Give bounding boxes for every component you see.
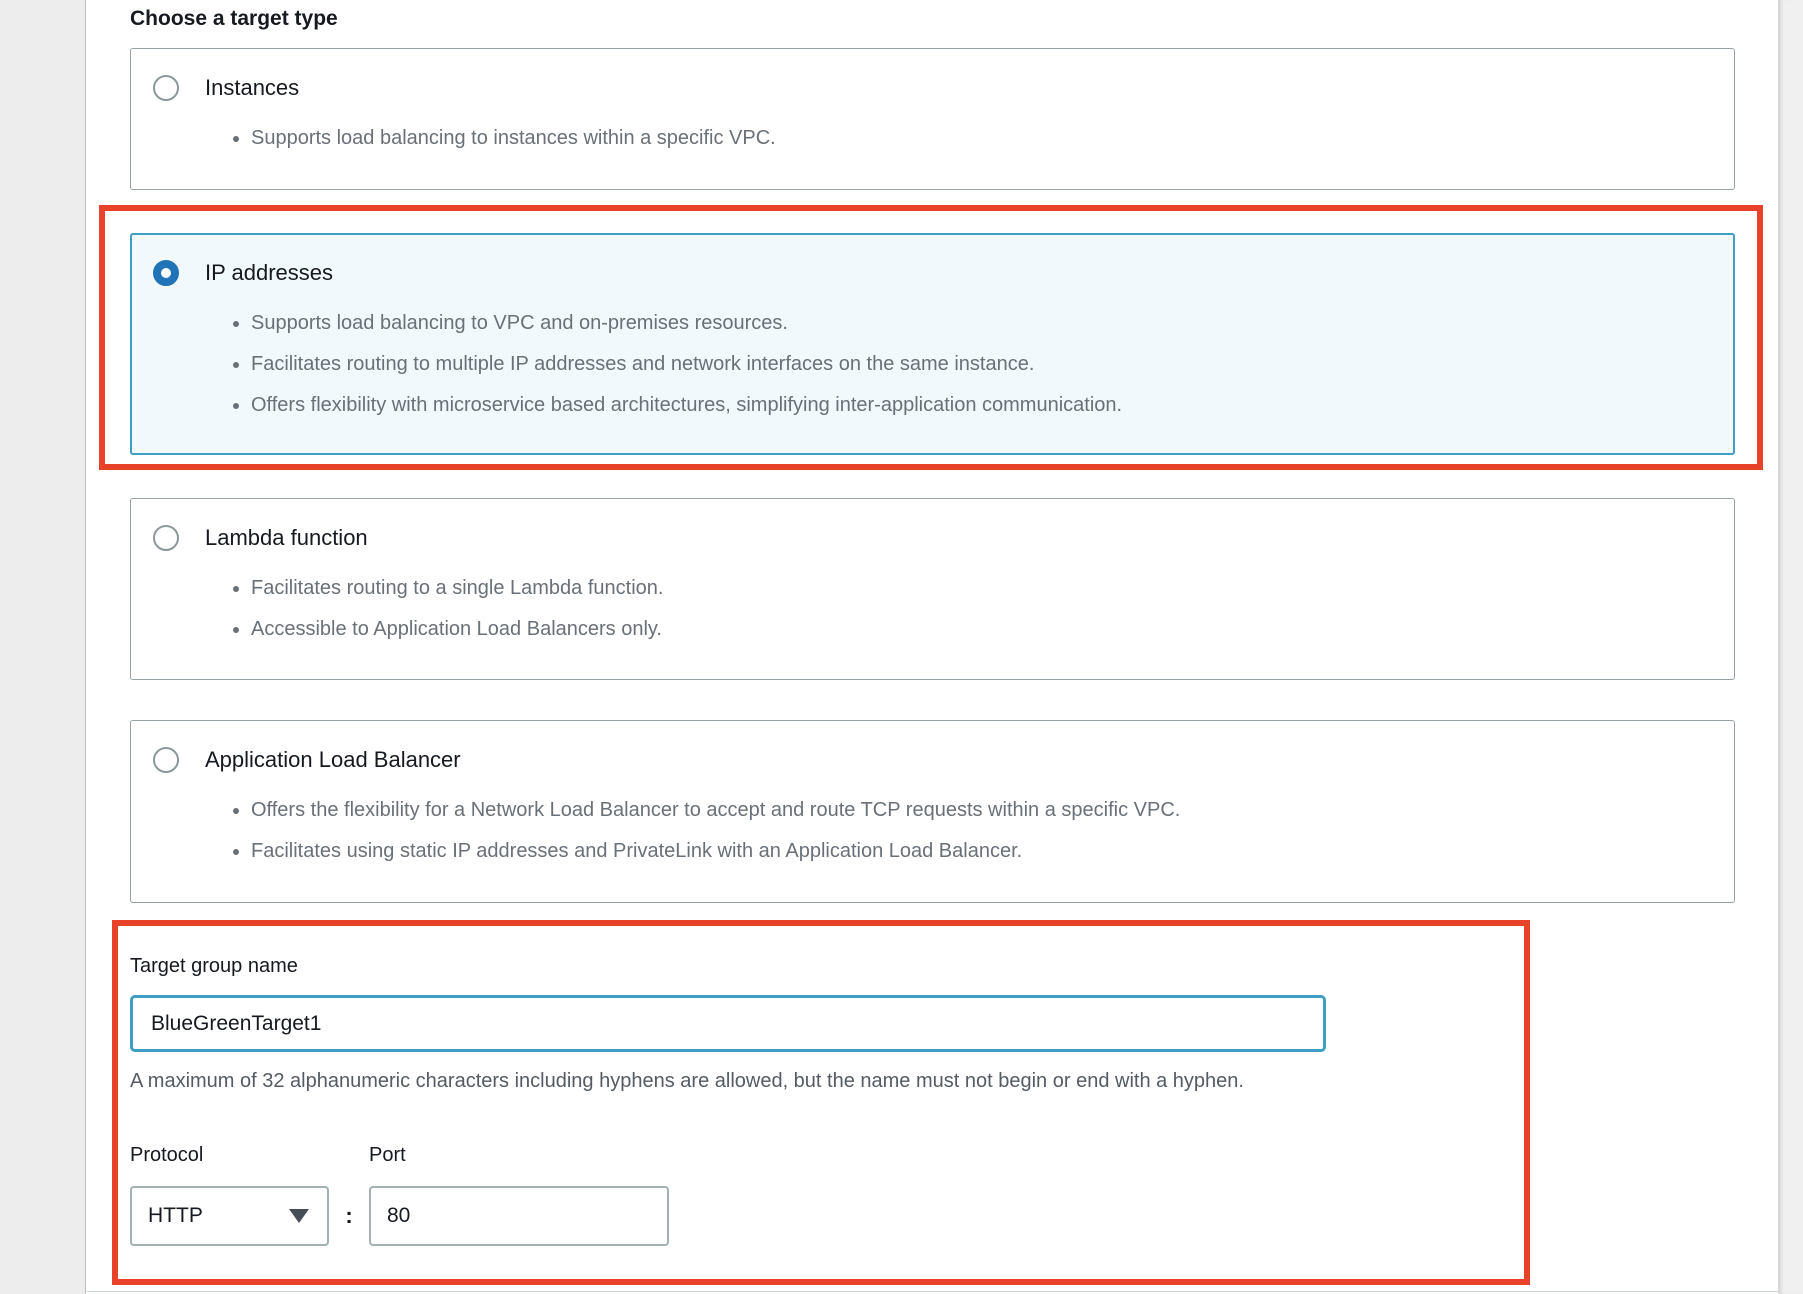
target-type-label: Application Load Balancer: [205, 747, 461, 772]
target-group-name-helper-text: A maximum of 32 alphanumeric characters including hyphens are allowed, but the name must not begin or end with a hyphen.: [130, 1070, 1244, 1092]
target-type-bullets: [153, 790, 1714, 872]
target-group-name-input[interactable]: [130, 995, 1326, 1052]
target-type-bullet: • Supports load balancing to instances within a specific VPC.: [251, 118, 1714, 159]
target-type-bullet: • Facilitates routing to a single Lambda function.: [251, 568, 1714, 609]
left-gutter: [0, 0, 86, 1294]
target-type-bullets: [153, 568, 1714, 650]
target-type-card-ip-addresses[interactable]: [130, 233, 1735, 455]
panel-bottom-divider: [87, 1291, 1778, 1292]
target-type-bullet: • Offers flexibility with microservice based architectures, simplifying inter-application communication.: [251, 385, 1714, 426]
protocol-port-labels-row: [130, 1144, 1735, 1167]
card-head: [153, 73, 1714, 103]
dropdown-arrow-icon: [289, 1209, 309, 1223]
protocol-select[interactable]: [130, 1186, 329, 1246]
target-type-label: IP addresses: [205, 260, 334, 285]
protocol-label: Protocol: [130, 1144, 204, 1166]
radio-icon-lambda-function[interactable]: [153, 525, 179, 551]
content-panel: [130, 0, 1735, 1246]
radio-icon-application-load-balancer[interactable]: [153, 747, 179, 773]
target-type-bullet: • Facilitates using static IP addresses and PrivateLink with an Application Load Balancer.: [251, 831, 1714, 872]
target-type-bullet: • Supports load balancing to VPC and on-premises resources.: [251, 303, 1714, 344]
target-type-bullet: • Facilitates routing to multiple IP addresses and network interfaces on the same instance.: [251, 344, 1714, 385]
protocol-port-separator: :: [345, 1203, 353, 1228]
target-type-card-lambda-function[interactable]: [130, 498, 1735, 680]
target-type-label: Lambda function: [205, 525, 368, 550]
port-input[interactable]: [369, 1186, 669, 1246]
protocol-port-controls-row: [130, 1186, 1735, 1246]
radio-icon-ip-addresses-selected[interactable]: [153, 260, 179, 286]
section-heading: Choose a target type: [130, 7, 338, 30]
protocol-select-value: HTTP: [148, 1204, 203, 1227]
right-gutter: [1778, 0, 1803, 1294]
port-label: Port: [369, 1144, 406, 1166]
target-type-label: Instances: [205, 75, 300, 100]
radio-icon-instances[interactable]: [153, 75, 179, 101]
target-type-bullets: [153, 118, 1714, 159]
card-head: [153, 745, 1714, 775]
target-type-card-instances[interactable]: [130, 48, 1735, 190]
card-head: [153, 258, 1714, 288]
target-type-bullet: • Accessible to Application Load Balancers only.: [251, 609, 1714, 650]
target-type-card-application-load-balancer[interactable]: [130, 720, 1735, 903]
card-head: [153, 523, 1714, 553]
target-type-bullet: • Offers the flexibility for a Network Load Balancer to accept and route TCP requests within a specific VPC.: [251, 790, 1714, 831]
target-type-bullets: [153, 303, 1714, 426]
target-group-name-label: Target group name: [130, 955, 298, 977]
